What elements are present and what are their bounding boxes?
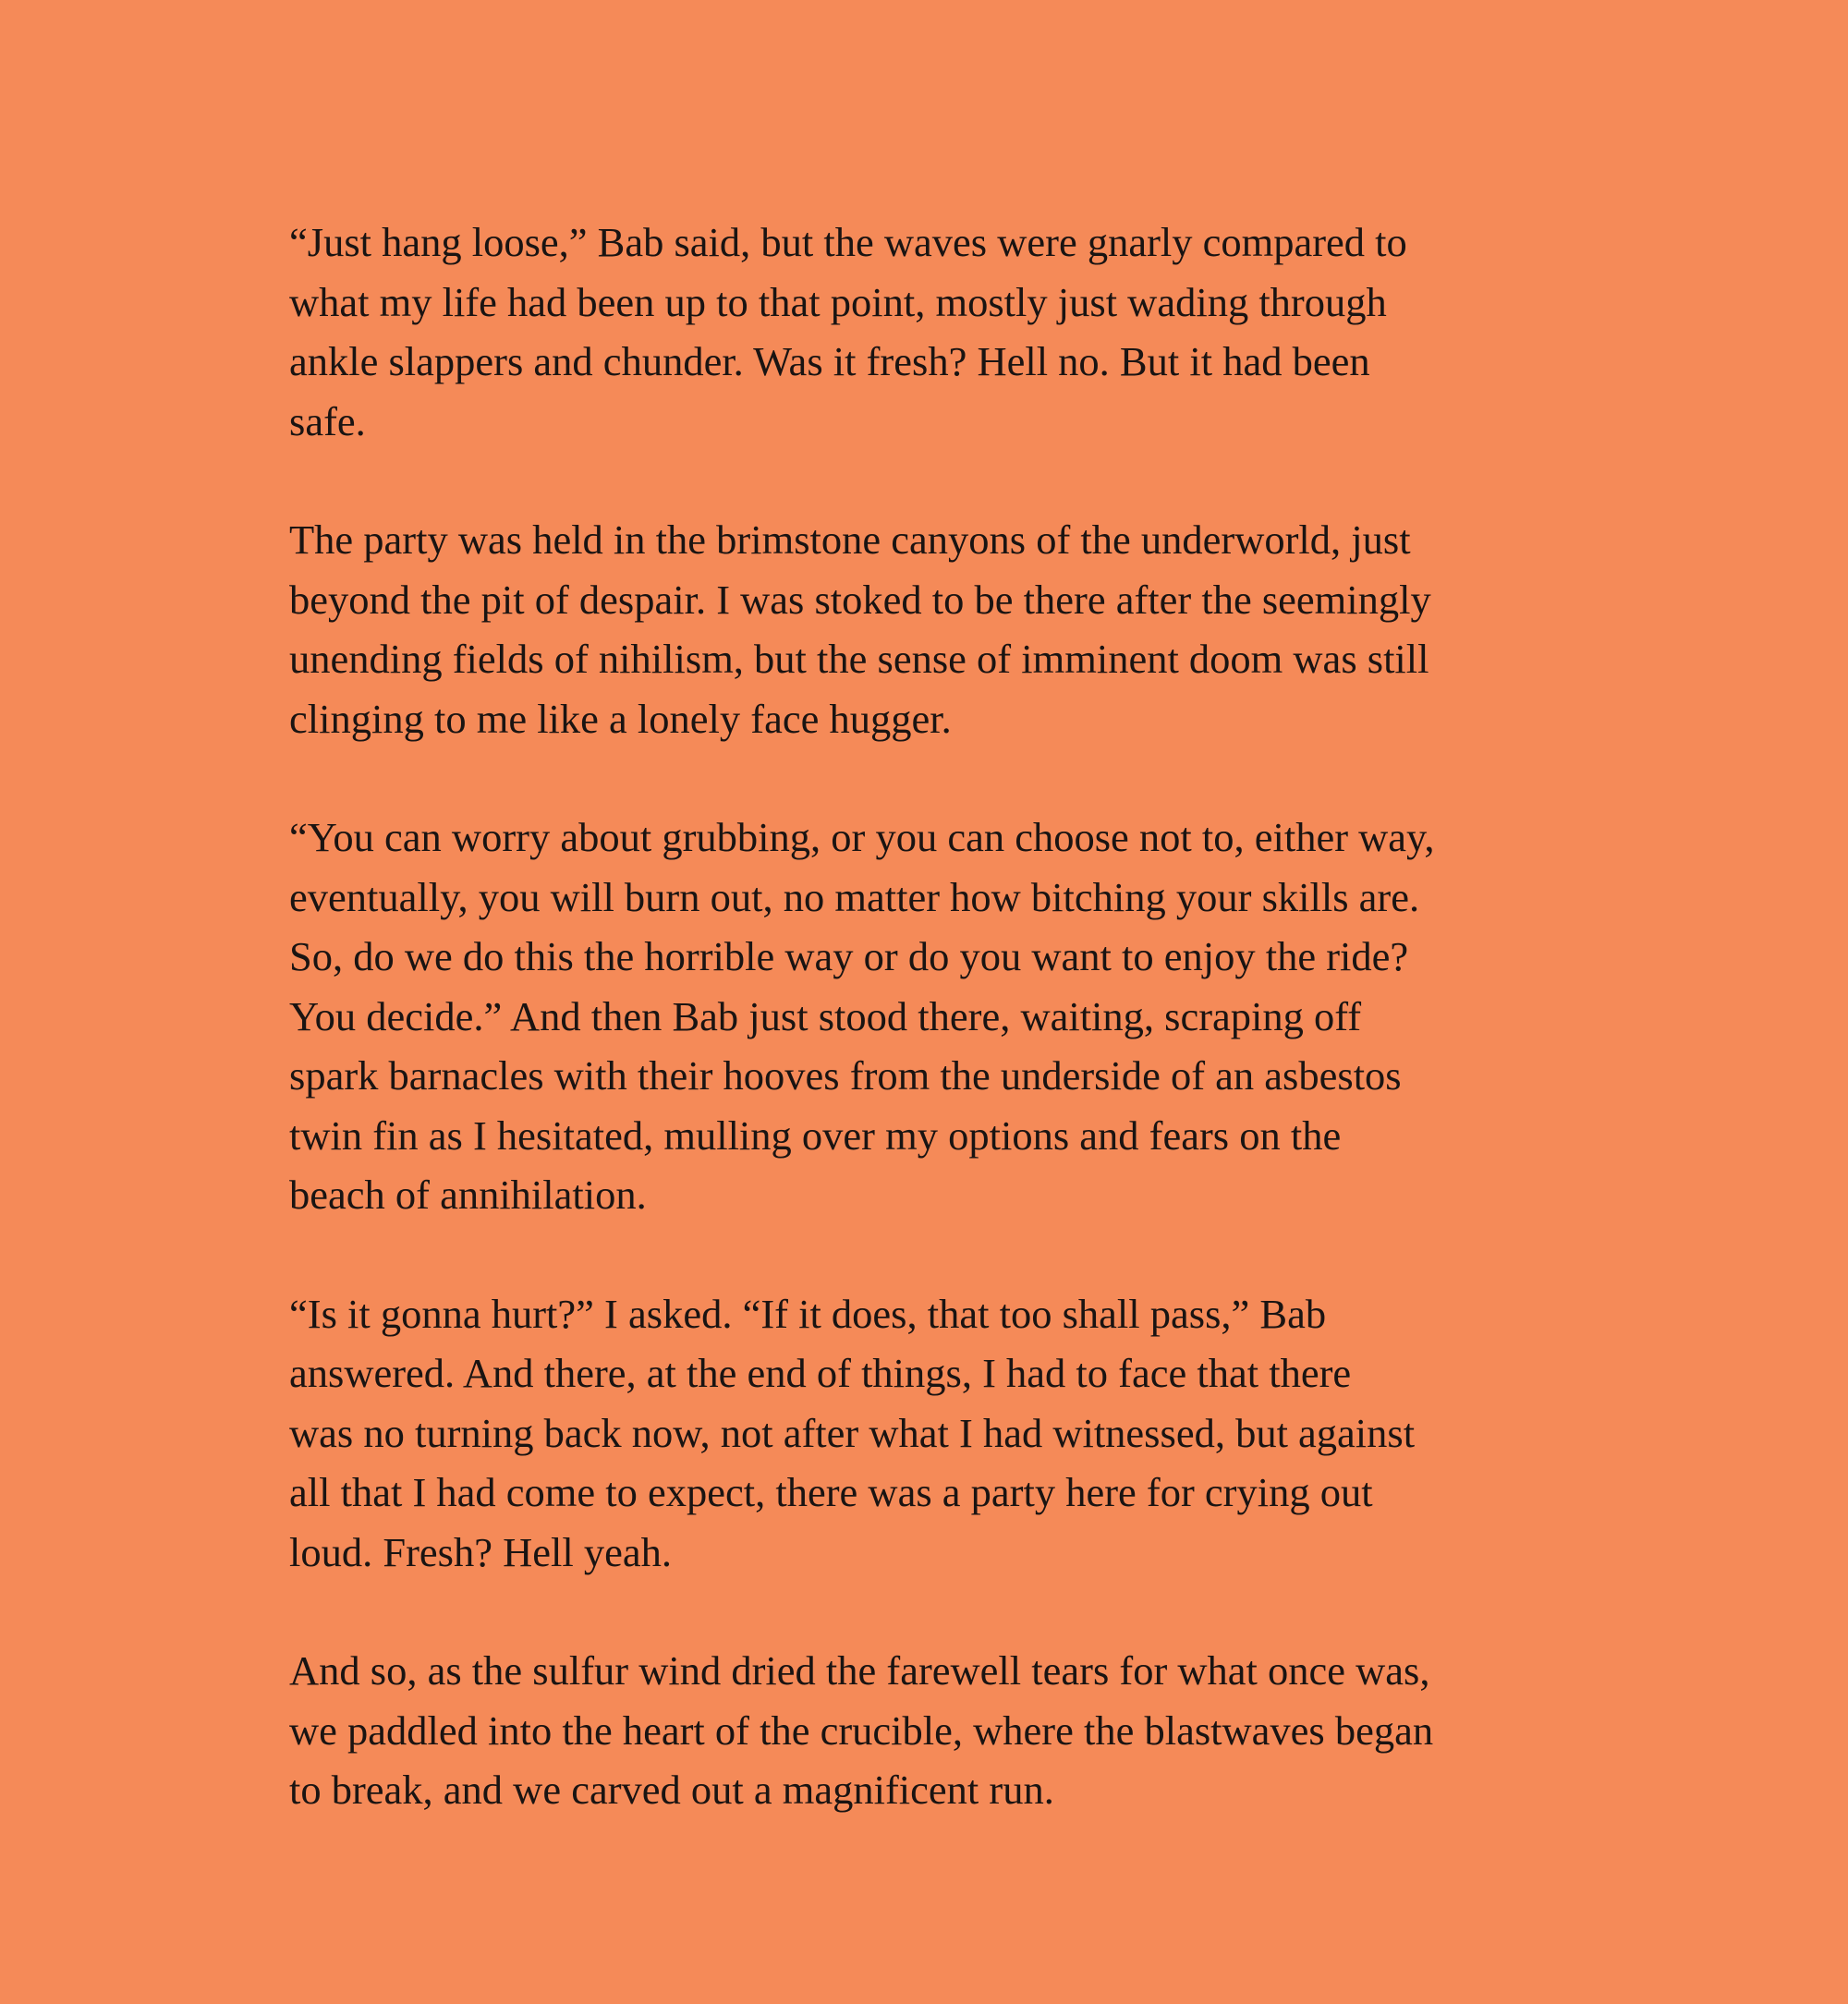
- paragraph-4: [289, 1284, 1601, 1583]
- text-line: ankle slappers and chunder. Was it fresh? Hell no. But it had been: [289, 338, 1370, 384]
- text-line: “You can worry about grubbing, or you can choose not to, either way,: [289, 814, 1435, 860]
- text-line: was no turning back now, not after what I had witnessed, but against: [289, 1409, 1416, 1456]
- text-line: clinging to me like a lonely face hugger.: [289, 695, 952, 742]
- text-line: what my life had been up to that point, mostly just wading through: [289, 278, 1387, 325]
- paragraph-2: [289, 510, 1601, 748]
- text-line: beach of annihilation.: [289, 1172, 647, 1218]
- text-line: And so, as the sulfur wind dried the farewell tears for what once was,: [289, 1647, 1430, 1694]
- story-text: [289, 213, 1601, 1879]
- text-line: loud. Fresh? Hell yeah.: [289, 1528, 672, 1575]
- paragraph-1: [289, 213, 1601, 451]
- text-line: The party was held in the brimstone canyons of the underworld, just: [289, 516, 1411, 563]
- paragraph-5: [289, 1641, 1601, 1820]
- text-line: answered. And there, at the end of things, I had to face that there: [289, 1350, 1352, 1396]
- paragraph-3: [289, 808, 1601, 1225]
- text-line: we paddled into the heart of the crucible, where the blastwaves began: [289, 1706, 1434, 1754]
- text-line: spark barnacles with their hooves from the underside of an asbestos: [289, 1052, 1402, 1099]
- text-line: So, do we do this the horrible way or do you want to enjoy the ride?: [289, 933, 1409, 979]
- text-line: unending fields of nihilism, but the sense of imminent doom was still: [289, 636, 1429, 682]
- text-line: “Just hang loose,” Bab said, but the waves were gnarly compared to: [289, 219, 1407, 265]
- text-line: twin fin as I hesitated, mulling over my options and fears on the: [289, 1111, 1342, 1159]
- text-line: You decide.” And then Bab just stood there, waiting, scraping off: [289, 992, 1362, 1039]
- text-line: to break, and we carved out a magnificent run.: [289, 1767, 1054, 1813]
- text-line: eventually, you will burn out, no matter how bitching your skills are.: [289, 873, 1420, 920]
- text-line: all that I had come to expect, there was a party here for crying out: [289, 1469, 1373, 1515]
- text-line: beyond the pit of despair. I was stoked to be there after the seemingly: [289, 576, 1431, 623]
- text-line: safe.: [289, 397, 366, 444]
- text-line: “Is it gonna hurt?” I asked. “If it does, that too shall pass,” Bab: [289, 1290, 1327, 1337]
